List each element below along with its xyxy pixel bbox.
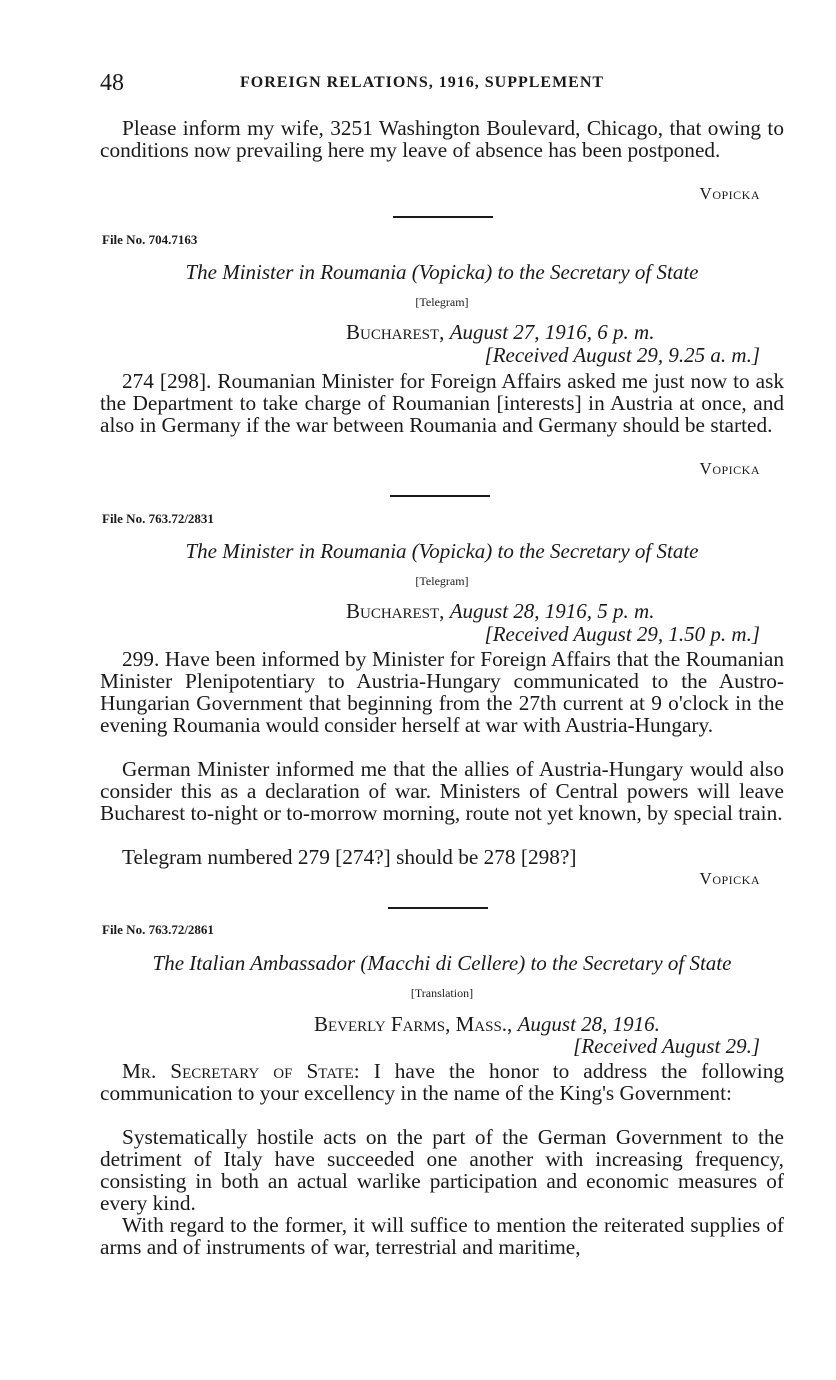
document-heading: The Minister in Roumania (Vopicka) to the Secretary of State bbox=[185, 539, 699, 563]
file-number: File No. 763.72/2861 bbox=[102, 922, 214, 937]
paragraph-text: I have the honor to address the following communication to your excellency in the name of the King's Government: bbox=[100, 1059, 784, 1105]
signature: Vopicka bbox=[699, 869, 760, 888]
signature: Vopicka bbox=[699, 184, 760, 203]
paragraph: German Minister informed me that the allies of Austria-Hungary would also consider this as a declaration of war. Ministers of Central powers will leave Bucharest to-night or to-morrow morning, route not yet known, by special train. bbox=[100, 757, 784, 825]
dateline-date: August 27, 1916, 6 p. m. bbox=[449, 320, 655, 344]
dateline bbox=[346, 599, 654, 624]
section-divider bbox=[393, 216, 493, 218]
document-label: [Telegram] bbox=[415, 574, 469, 588]
document-label: [Telegram] bbox=[415, 295, 469, 309]
dateline-place: Bucharest, bbox=[346, 599, 445, 623]
file-number: File No. 763.72/2831 bbox=[102, 511, 214, 526]
file-number: File No. 704.7163 bbox=[102, 232, 198, 247]
dateline bbox=[346, 320, 654, 345]
paragraph: With regard to the former, it will suffice to mention the reiterated supplies of arms and of instruments of war, terrestrial and maritime, bbox=[100, 1213, 784, 1259]
paragraph: 299. Have been informed by Minister for Foreign Affairs that the Roumanian Minister Plenipotentiary to Austria-Hungary communicated to the Austro-Hungarian Government that beginning from the 27th current at 9 o'clock in the evening Roumania would consider herself at war with Austria-Hungary. bbox=[100, 647, 784, 737]
running-header: FOREIGN RELATIONS, 1916, SUPPLEMENT bbox=[240, 74, 605, 91]
signature: Vopicka bbox=[699, 459, 760, 478]
received-line: [Received August 29, 9.25 a. m.] bbox=[484, 343, 760, 367]
dateline-date: August 28, 1916, 5 p. m. bbox=[449, 599, 655, 623]
received-line: [Received August 29.] bbox=[573, 1034, 760, 1058]
paragraph bbox=[100, 1060, 784, 1104]
document-label: [Translation] bbox=[410, 986, 474, 1000]
section-divider bbox=[390, 495, 490, 497]
dateline-place: Bucharest, bbox=[346, 320, 445, 344]
section-divider bbox=[388, 907, 488, 909]
document-heading: The Minister in Roumania (Vopicka) to the Secretary of State bbox=[185, 260, 699, 284]
received-line: [Received August 29, 1.50 p. m.] bbox=[484, 622, 760, 646]
paragraph: Please inform my wife, 3251 Washington Boulevard, Chicago, that owing to conditions now prevailing here my leave of absence has been postponed. bbox=[100, 116, 784, 162]
paragraph: Telegram numbered 279 [274?] should be 278 [298?] bbox=[122, 845, 577, 869]
dateline-place: Beverly Farms, Mass., bbox=[314, 1012, 513, 1036]
dateline-date: August 28, 1916. bbox=[517, 1012, 660, 1036]
document-heading: The Italian Ambassador (Macchi di Cellere) to the Secretary of State bbox=[152, 951, 732, 975]
page-number: 48 bbox=[100, 70, 124, 96]
paragraph: Systematically hostile acts on the part of the German Government to the detriment of Italy have succeeded one another with increasing frequency, consisting in both an actual warlike participation and economic measures of every kind. bbox=[100, 1125, 784, 1215]
salutation: Mr. Secretary of State: bbox=[122, 1059, 360, 1083]
paragraph: 274 [298]. Roumanian Minister for Foreign Affairs asked me just now to ask the Department to take charge of Roumanian [interests] in Austria at once, and also in Germany if the war between Roumania and Germany should be started. bbox=[100, 369, 784, 437]
